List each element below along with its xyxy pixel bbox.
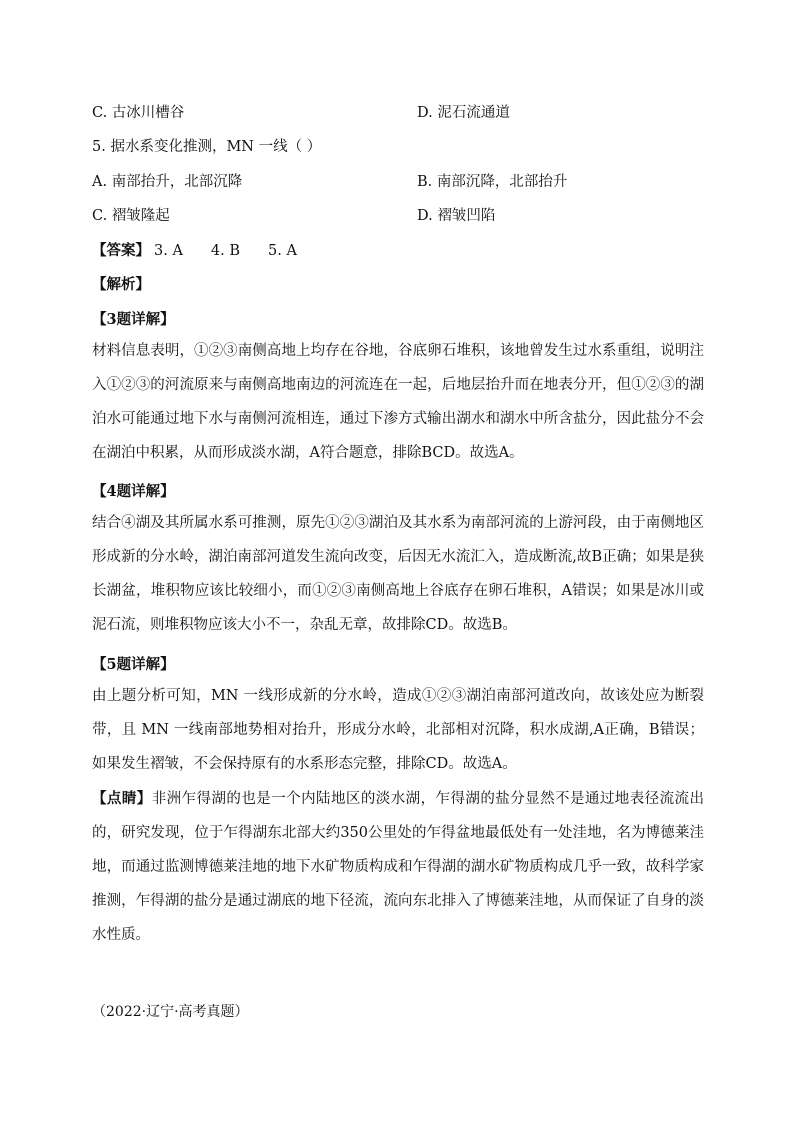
q5-stem: 5. 据水系变化推测，MN 一线（ ） xyxy=(92,139,322,155)
q4-detail-text: 结合④湖及其所属水系可推测，原先①②③湖泊及其水系为南部河流的上游河段，由于南侧地区形成新的分水岭，湖泊南部河道发生流向改变，后因无水流汇入，造成断流,故B正确；如果是狭长湖盆，堆积物应该比较细小，而①②③南侧高地上谷底存在卵石堆积，A错误；如果是冰川或泥石流，则堆积物应该大小不一，杂乱无章，故排除CD。故选B。 xyxy=(92,515,704,633)
answer-line xyxy=(92,241,712,261)
q5-option-c: C. 褶皱隆起 xyxy=(92,208,170,224)
tip-paragraph xyxy=(92,782,704,952)
q4-option-c: C. 古冰川槽谷 xyxy=(92,105,185,121)
q4-detail-heading: 【4题详解】 xyxy=(92,483,175,500)
answer-4: 4. B xyxy=(210,243,241,259)
q4-option-d: D. 泥石流通道 xyxy=(417,105,510,121)
answer-3: 3. A xyxy=(154,243,183,259)
tip-label: 【点睛】 xyxy=(92,790,152,807)
q3-detail-text: 材料信息表明，①②③南侧高地上均存在谷地，谷底卵石堆积，该地曾发生过水系重组，说明注入①②③的河流原来与南侧高地南边的河流连在一起，后地层抬升而在地表分开，但①②③的湖泊水可能通过地下水与南侧河流相连，通过下渗方式输出湖水和湖水中所含盐分，因此盐分不会在湖泊中积累，从而形成淡水湖，A符合题意，排除BCD。故选A。 xyxy=(92,343,704,461)
q3-detail-heading: 【3题详解】 xyxy=(92,311,175,328)
q5-detail-heading: 【5题详解】 xyxy=(92,656,175,673)
q5-detail-text: 由上题分析可知，MN 一线形成新的分水岭，造成①②③湖泊南部河道改向，故该处应为断裂带，且 MN 一线南部地势相对抬升，形成分水岭，北部相对沉降，积水成湖,A正确，B错误；如果发生褶皱，不会保持原有的水系形态完整，排除CD。故选A。 xyxy=(92,688,704,772)
q5-option-d: D. 褶皱凹陷 xyxy=(417,208,496,224)
source-note: （2022·辽宁·高考真题） xyxy=(92,1004,249,1020)
answer-label: 【答案】 xyxy=(92,242,150,259)
answer-5: 5. A xyxy=(268,243,297,259)
tip-text: 非洲乍得湖的也是一个内陆地区的淡水湖，乍得湖的盐分显然不是通过地表径流流出的，研究发现，位于乍得湖东北部大约350公里处的乍得盆地最低处有一处洼地，名为博德莱洼地，而通过监测博德莱洼地的地下水矿物质构成和乍得湖的湖水矿物质构成几乎一致，故科学家推测，乍得湖的盐分是通过湖底的地下径流，流向东北排入了博德莱洼地，从而保证了自身的淡水性质。 xyxy=(92,791,704,943)
q5-option-b: B. 南部沉降，北部抬升 xyxy=(417,174,568,190)
q5-option-a: A. 南部抬升，北部沉降 xyxy=(92,174,243,190)
analysis-heading: 【解析】 xyxy=(92,276,150,293)
